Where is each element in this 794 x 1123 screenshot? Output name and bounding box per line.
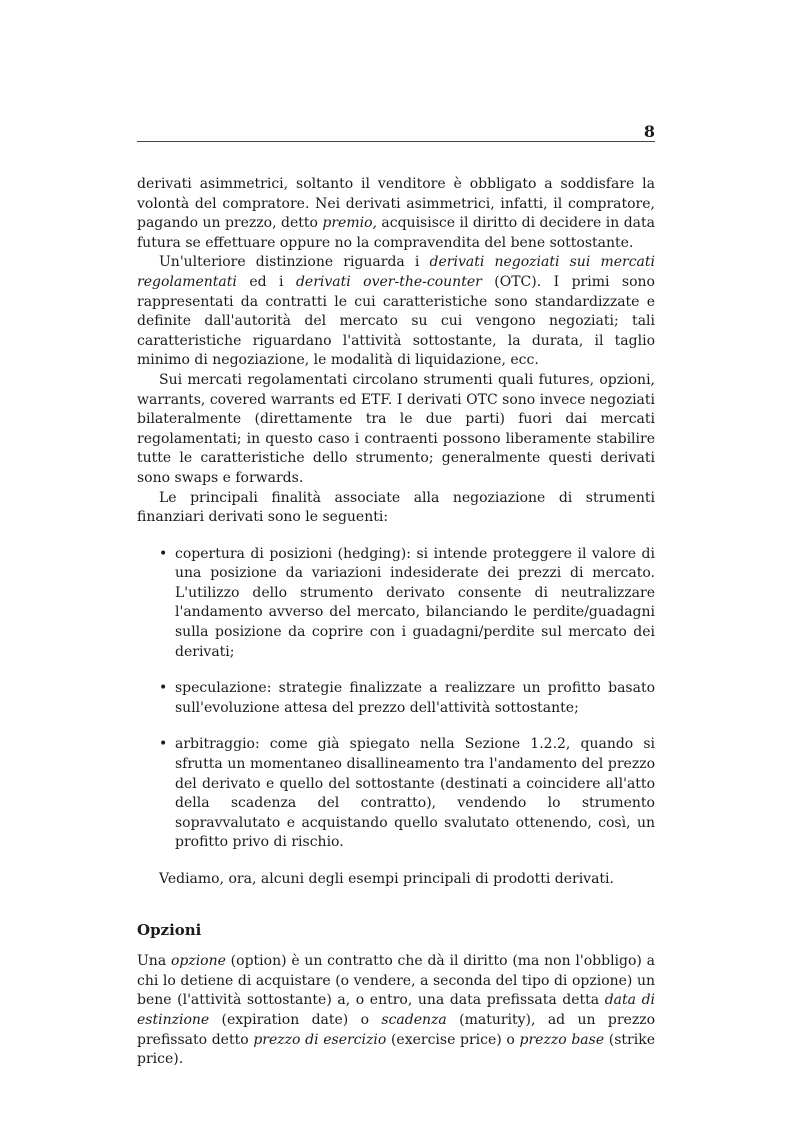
- list-item-text: copertura di posizioni (hedging): si intende proteggere il valore di una posizione da variazioni indesiderate dei prezzi di mercato. L'utilizzo dello strumento derivato consente di neutralizzare l'andamento avverso del mercato, bilanciando le perdite/guadagni sulla posizione da coprire con i guadagni/perdite sul mercato dei derivati;: [175, 545, 655, 660]
- paragraph-2: [137, 253, 655, 371]
- paragraph-2-emphasis-otc: derivati over-the-counter: [295, 273, 482, 290]
- bullet-icon: •: [159, 545, 168, 562]
- list-item-text: arbitraggio: come già spiegato nella Sezione 1.2.2, quando si sfrutta un momentaneo disallineamento tra l'andamento del prezzo del derivato e quello del sottostante (destinati a coincidere all'atto della scadenza del contratto), vendendo lo strumento sopravvalutato e acquistando quello svalutato ottenendo, così, un profitto privo di rischio.: [175, 736, 655, 851]
- paragraph-1-emphasis-premio: premio,: [322, 215, 377, 232]
- section-paragraph-text-b: (option) è un contratto che dà il diritto (ma non l'obbligo) a chi lo detiene di acquistare (o vendere, a seconda del tipo di opzione) un bene (l'attività sottostante) a, o entro, una data prefissata detta: [137, 953, 655, 1009]
- section-paragraph-text-e: (exercise price) o: [386, 1031, 520, 1048]
- bullet-icon: •: [159, 736, 168, 753]
- section-heading: Opzioni: [137, 920, 202, 939]
- bullet-icon: •: [159, 680, 168, 697]
- list-item-text: speculazione: strategie finalizzate a realizzare un profitto basato sull'evoluzione attesa del prezzo dell'attività sottostante;: [175, 680, 655, 716]
- paragraph-2-text-a: Un'ulteriore distinzione riguarda i: [159, 254, 430, 271]
- paragraph-2-emphasis-regolamentati: derivati negoziati sui mercati regolamentati: [137, 254, 655, 290]
- emphasis-scadenza: scadenza: [381, 1011, 447, 1028]
- paragraph-3: Sui mercati regolamentati circolano strumenti quali futures, opzioni, warrants, covered warrants ed ETF. I derivati OTC sono invece negoziati bilateralmente (direttamente tra le due parti) fuori dai mercati regolamentati; in questo caso i contraenti possono liberamente stabilire tutte le caratteristiche dello strumento; generalmente questi derivati sono swaps e forwards.: [137, 371, 655, 486]
- section-paragraph: [137, 952, 655, 1070]
- header-rule: [137, 141, 655, 142]
- list-item: [137, 545, 655, 663]
- paragraph-1-text-a: derivati asimmetrici, soltanto il venditore è obbligato a soddisfare la volontà del compratore. Nei derivati asimmetrici, infatti, il compratore, pagando un prezzo, detto: [137, 176, 655, 232]
- main-content: [137, 175, 655, 1070]
- page-number: 8: [643, 122, 655, 141]
- list-item: [137, 735, 655, 853]
- section-paragraph-text-a: Una: [137, 953, 171, 970]
- paragraph-2-text-b: ed i: [236, 273, 296, 290]
- list-item: [137, 679, 655, 718]
- section-paragraph-text-c: (expiration date) o: [209, 1011, 382, 1028]
- emphasis-prezzo-di-esercizio: prezzo di esercizio: [253, 1031, 387, 1048]
- paragraph-1-text-b: acquisisce il diritto di decidere in data futura se effettuare oppure no la compravendita del bene sottostante.: [137, 215, 655, 251]
- emphasis-data-di-estinzione: data di estinzione: [137, 992, 656, 1028]
- paragraph-5: Vediamo, ora, alcuni degli esempi principali di prodotti derivati.: [159, 871, 614, 887]
- paragraph-1: [137, 175, 655, 253]
- emphasis-opzione: opzione: [170, 953, 226, 970]
- section-paragraph-text-d: (maturity), ad un prezzo prefissato detto: [137, 1011, 655, 1048]
- bullet-list: [137, 545, 655, 853]
- paragraph-4: Le principali finalità associate alla negoziazione di strumenti finanziari derivati sono le seguenti:: [137, 489, 655, 526]
- section-paragraph-text-f: (strike price).: [137, 1031, 655, 1068]
- emphasis-prezzo-base: prezzo base: [519, 1031, 605, 1048]
- paragraph-2-text-c: (OTC). I primi sono rappresentati da contratti le cui caratteristiche sono standardizzate e definite dall'autorità del mercato su cui vengono negoziati; tali caratteristiche riguardano l'attività sottostante, la durata, il taglio minimo di negoziazione, le modalità di liquidazione, ecc.: [137, 273, 655, 369]
